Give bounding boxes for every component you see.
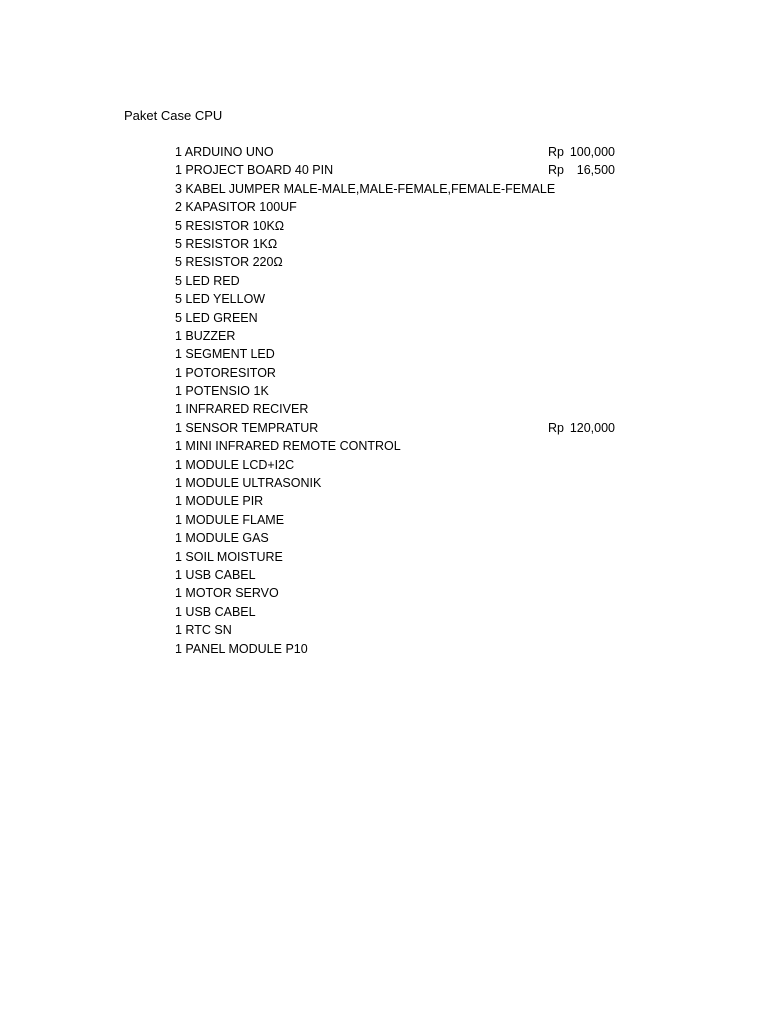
list-item	[175, 327, 625, 345]
price-amount: 16,500	[576, 163, 615, 178]
item-name: 5 RESISTOR 220Ω	[175, 255, 283, 270]
list-item	[175, 364, 625, 382]
list-item	[175, 180, 625, 198]
price-currency: Rp	[548, 163, 564, 178]
list-item	[175, 217, 625, 235]
item-name: 1 SENSOR TEMPRATUR	[175, 420, 319, 435]
page-title: Paket Case CPU	[124, 108, 223, 123]
list-item	[175, 253, 625, 271]
item-name: 1 POTORESITOR	[175, 365, 276, 380]
item-name: 1 USB CABEL	[175, 567, 256, 582]
item-name: 1 MODULE PIR	[175, 494, 264, 509]
list-item	[175, 474, 625, 492]
item-name: 1 MODULE LCD+I2C	[175, 457, 295, 472]
list-item	[175, 566, 625, 584]
item-price	[548, 161, 615, 179]
price-amount: 100,000	[569, 145, 615, 159]
item-name: 3 KABEL JUMPER MALE-MALE,MALE-FEMALE,FEMALE-FEMALE	[175, 181, 556, 196]
list-item	[175, 235, 625, 253]
item-name: 5 RESISTOR 1KΩ	[175, 236, 278, 251]
item-name: 2 KAPASITOR 100UF	[175, 200, 297, 215]
item-name: 1 MINI INFRARED REMOTE CONTROL	[175, 439, 401, 454]
item-name: 1 PANEL MODULE P10	[175, 641, 308, 656]
item-name: 1 USB CABEL	[175, 604, 256, 619]
item-list	[175, 143, 625, 658]
list-item	[175, 290, 625, 308]
list-item	[175, 511, 625, 529]
list-item	[175, 419, 625, 437]
list-item	[175, 456, 625, 474]
list-item	[175, 492, 625, 510]
item-name: 5 LED RED	[175, 273, 240, 288]
list-item	[175, 382, 625, 400]
item-name: 1 PROJECT BOARD 40 PIN	[175, 163, 334, 178]
list-item	[175, 603, 625, 621]
list-item	[175, 640, 625, 658]
list-item	[175, 529, 625, 547]
item-name: 1 BUZZER	[175, 328, 236, 343]
list-item	[175, 143, 625, 161]
item-name: 1 MODULE GAS	[175, 531, 269, 546]
item-name: 1 MODULE ULTRASONIK	[175, 476, 322, 491]
list-item	[175, 272, 625, 290]
item-name: 1 SEGMENT LED	[175, 347, 275, 362]
list-item	[175, 584, 625, 602]
list-item	[175, 437, 625, 455]
item-name: 5 LED YELLOW	[175, 292, 266, 307]
item-name: 1 ARDUINO UNO	[175, 145, 274, 159]
list-item	[175, 621, 625, 639]
item-name: 5 RESISTOR 10KΩ	[175, 218, 285, 233]
price-amount: 120,000	[569, 420, 615, 435]
list-item	[175, 309, 625, 327]
list-item	[175, 548, 625, 566]
list-item	[175, 161, 625, 179]
item-name: 1 MOTOR SERVO	[175, 586, 279, 601]
item-name: 1 SOIL MOISTURE	[175, 549, 283, 564]
item-name: 1 MODULE FLAME	[175, 512, 285, 527]
item-price	[548, 143, 615, 161]
list-item	[175, 345, 625, 363]
list-item	[175, 400, 625, 418]
item-name: 5 LED GREEN	[175, 310, 258, 325]
item-name: 1 POTENSIO 1K	[175, 384, 269, 399]
list-item	[175, 198, 625, 216]
item-name: 1 RTC SN	[175, 623, 232, 638]
price-currency: Rp	[548, 145, 564, 159]
price-currency: Rp	[548, 420, 564, 435]
item-name: 1 INFRARED RECIVER	[175, 402, 309, 417]
item-price	[548, 419, 615, 437]
